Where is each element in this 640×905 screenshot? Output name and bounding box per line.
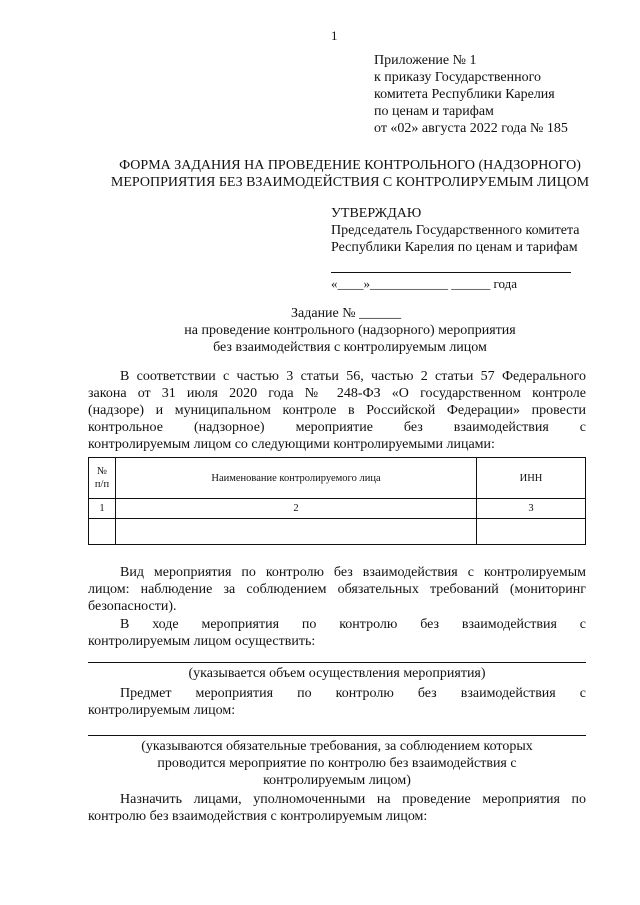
caption-line: контролируемым лицом) xyxy=(263,773,411,788)
table-cell: 3 xyxy=(477,499,586,519)
scope-fill-line xyxy=(88,662,586,663)
paragraph-line: (надзоре) и муниципальном контроле в Российской Федерации» провести xyxy=(88,403,586,418)
paragraph-line: контролируемым лицом осуществить: xyxy=(88,634,316,649)
appendix-line: по ценам и тарифам xyxy=(374,104,494,119)
form-title-line1: ФОРМА ЗАДАНИЯ НА ПРОВЕДЕНИЕ КОНТРОЛЬНОГО (НАДЗОРНОГО) xyxy=(119,158,581,173)
page-number: 1 xyxy=(331,28,338,43)
paragraph-line: контролируемым лицом: xyxy=(88,703,236,718)
caption-line: (указываются обязательные требования, за соблюдением которых xyxy=(141,739,533,754)
paragraph-line: безопасности). xyxy=(88,599,177,614)
paragraph-line: лицом: наблюдение за соблюдением обязательных требований (мониторинг xyxy=(88,582,586,597)
appendix-line: Приложение № 1 xyxy=(374,53,477,68)
table-cell: 1 xyxy=(89,499,116,519)
paragraph-line: контролю без взаимодействия с контролируемым лицом: xyxy=(88,809,428,824)
scope-caption: (указывается объем осуществления мероприятия) xyxy=(188,666,486,681)
paragraph-line: Назначить лицами, уполномоченными на проведение мероприятия по xyxy=(120,792,586,807)
paragraph-line: Вид мероприятия по контролю без взаимодействия с контролируемым xyxy=(120,565,586,580)
paragraph-line: В соответствии с частью 3 статьи 56, частью 2 статьи 57 Федерального xyxy=(120,369,586,384)
signature-line xyxy=(331,272,571,273)
header-inn: ИНН xyxy=(477,458,586,499)
task-subtitle: без взаимодействия с контролируемым лицом xyxy=(213,340,487,355)
header-number: № п/п xyxy=(89,458,116,499)
appendix-line: к приказу Государственного xyxy=(374,70,541,85)
table-cell xyxy=(477,519,586,545)
table-row xyxy=(89,519,586,545)
table-cell: 2 xyxy=(116,499,477,519)
approve-label: УТВЕРЖДАЮ xyxy=(331,206,422,221)
form-title-line2: МЕРОПРИЯТИЯ БЕЗ ВЗАИМОДЕЙСТВИЯ С КОНТРОЛИРУЕМЫМ ЛИЦОМ xyxy=(110,175,590,190)
table-index-row xyxy=(89,499,586,519)
paragraph-line: контрольное (надзорное) мероприятие без взаимодействия с xyxy=(88,420,586,435)
controlled-persons-table xyxy=(88,457,586,545)
paragraph-line: В ходе мероприятия по контролю без взаимодействия с xyxy=(120,617,586,632)
header-name: Наименование контролируемого лица xyxy=(116,458,477,499)
table-header-row xyxy=(89,458,586,499)
approval-date-line: «____»____________ ______ года xyxy=(331,276,518,291)
appendix-line: от «02» августа 2022 года № 185 xyxy=(374,121,568,136)
approver-position: Республики Карелия по ценам и тарифам xyxy=(331,240,578,255)
table-cell xyxy=(116,519,477,545)
task-number: Задание № ______ xyxy=(291,306,402,321)
requirements-fill-line xyxy=(88,735,586,736)
paragraph-line: закона от 31 июля 2020 года № 248-ФЗ «О государственном контроле xyxy=(88,386,586,401)
approver-position: Председатель Государственного комитета xyxy=(331,223,580,238)
caption-line: проводится мероприятие по контролю без взаимодействия с xyxy=(157,756,517,771)
appendix-line: комитета Республики Карелия xyxy=(374,87,555,102)
paragraph-line: Предмет мероприятия по контролю без взаимодействия с xyxy=(120,686,586,701)
task-subtitle: на проведение контрольного (надзорного) мероприятия xyxy=(184,323,516,338)
paragraph-line: контролируемым лицом со следующими контролируемыми лицами: xyxy=(88,437,495,452)
table-cell xyxy=(89,519,116,545)
